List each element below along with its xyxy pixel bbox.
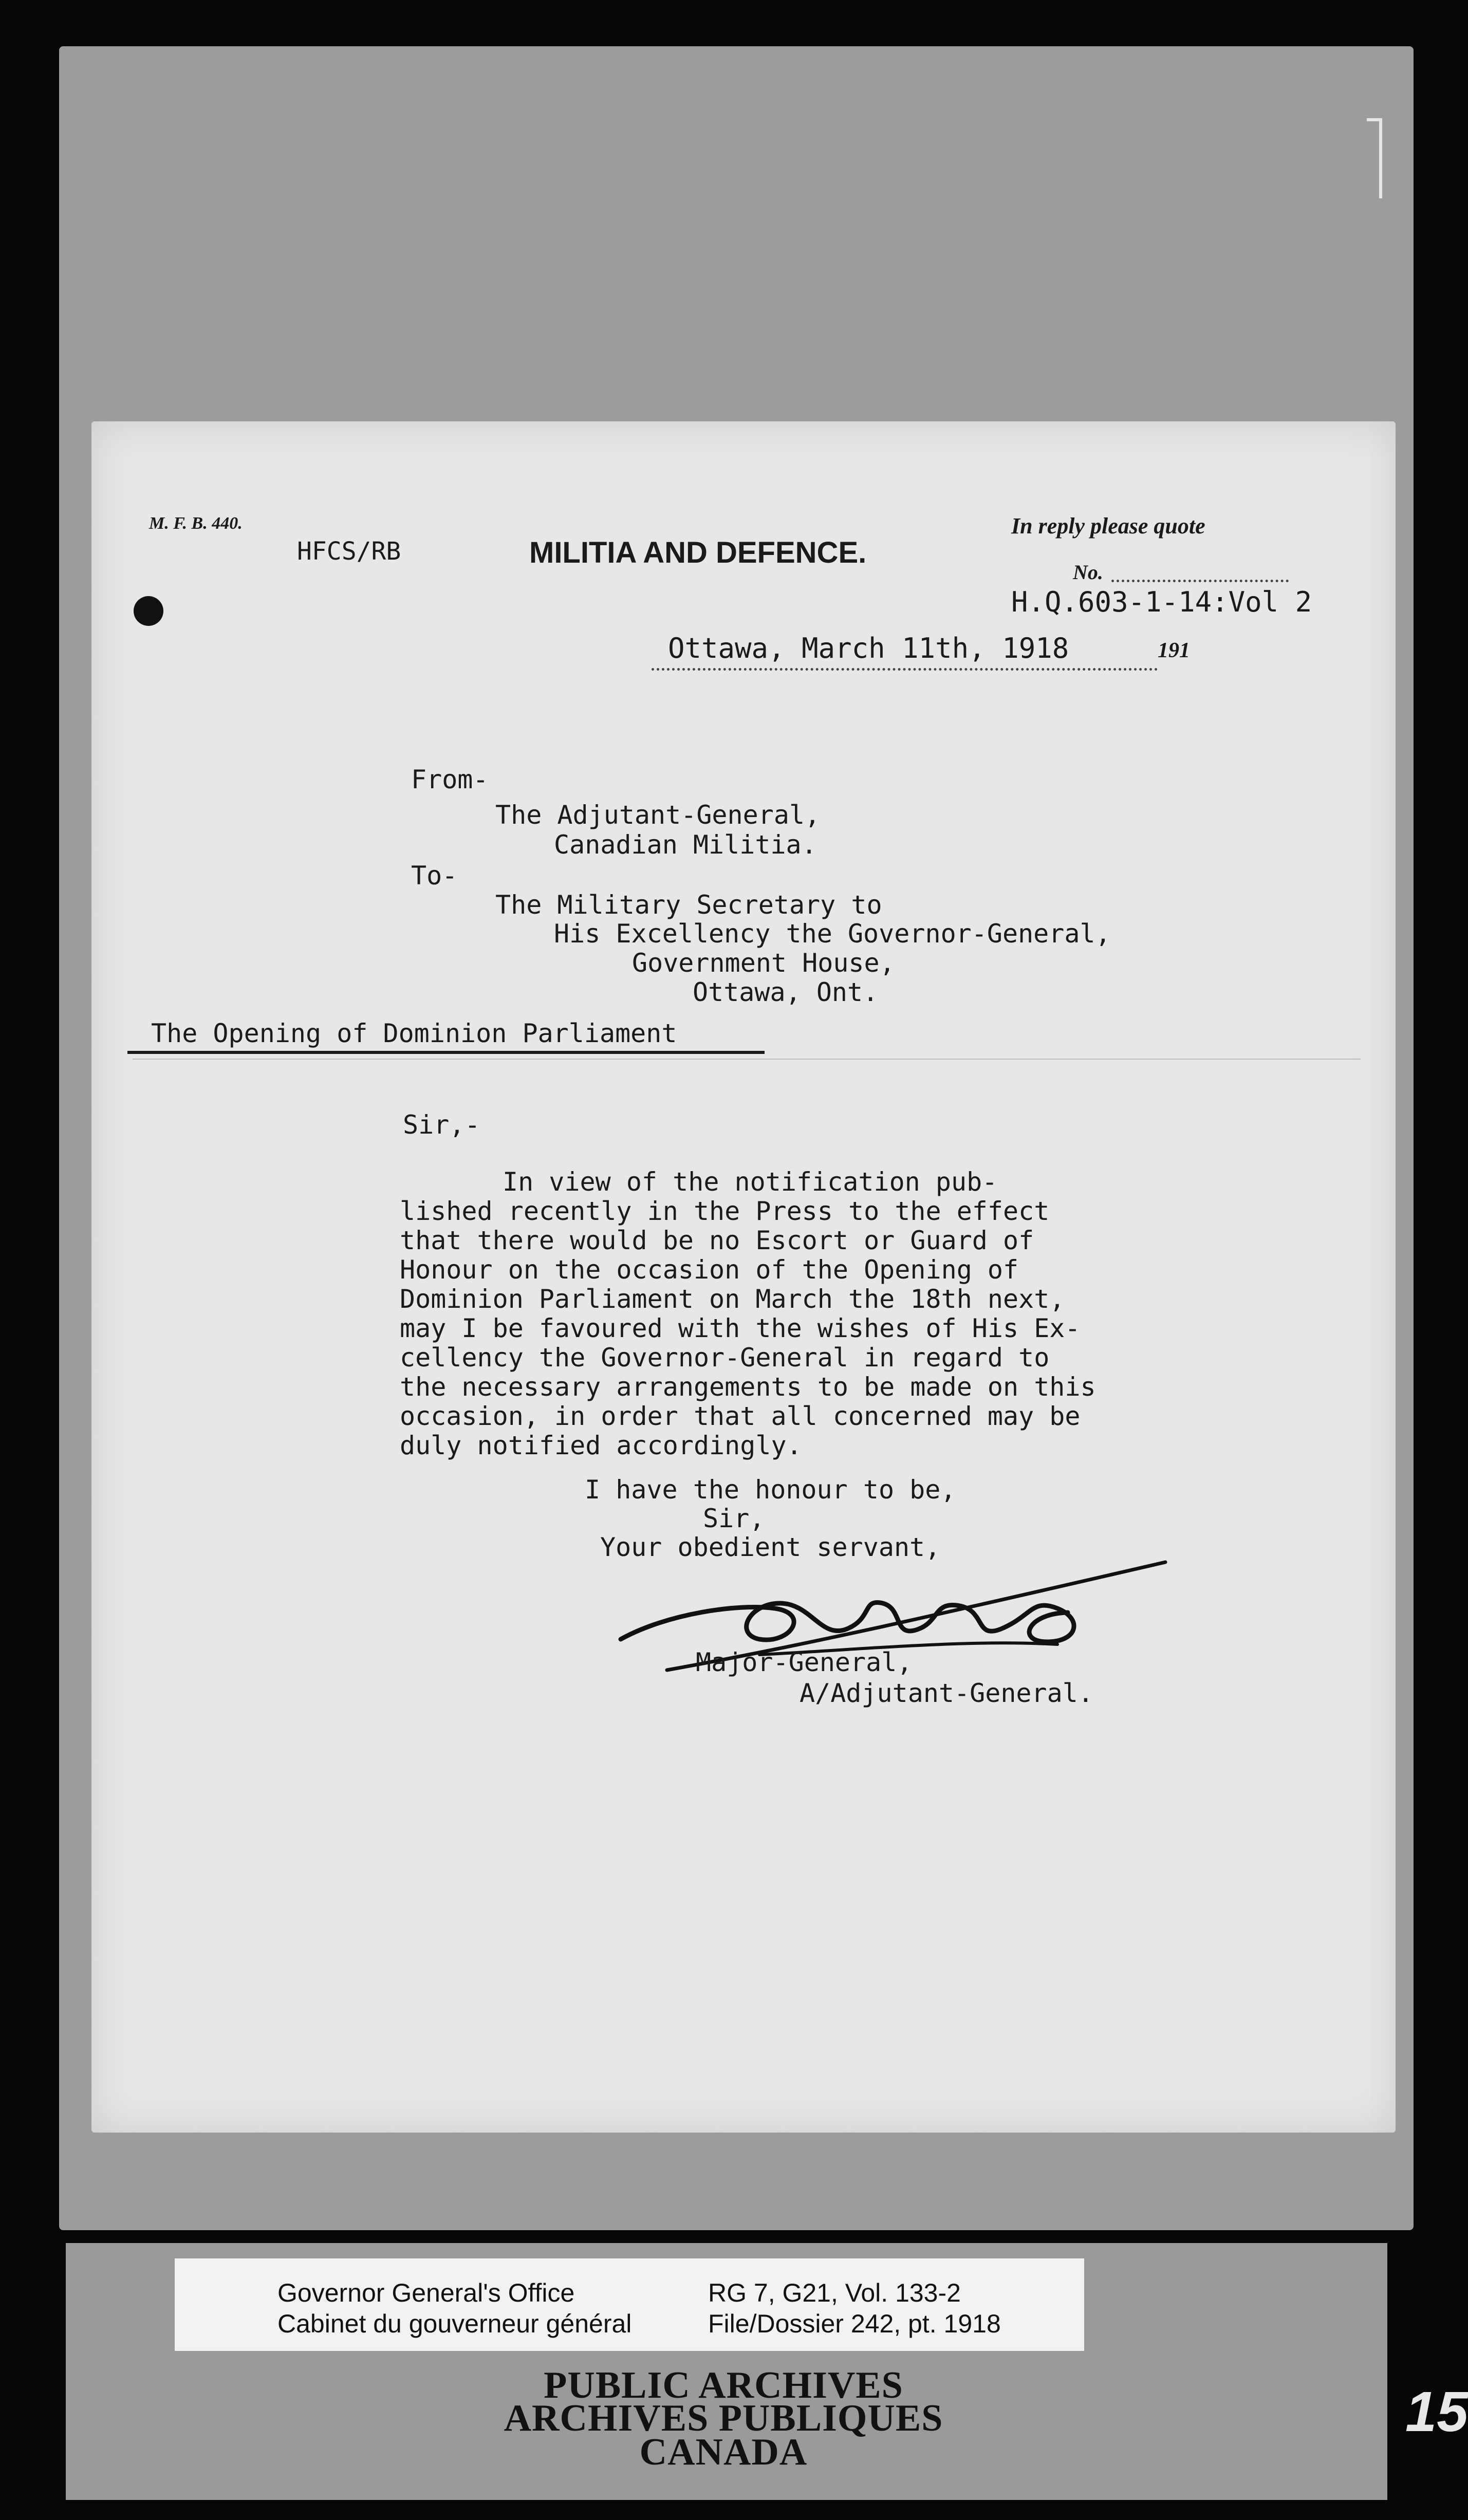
from-label: From- <box>411 765 489 794</box>
subject-underline <box>127 1051 765 1054</box>
office-english: Governor General's Office <box>277 2278 575 2307</box>
to-label: To- <box>411 861 458 891</box>
signatory-rank: Major-General, <box>696 1647 913 1677</box>
archive-stamp-line-3: CANADA <box>639 2431 808 2473</box>
to-line-1: The Military Secretary to <box>495 890 882 920</box>
department-heading: MILITIA AND DEFENCE. <box>529 536 867 569</box>
body-line: that there would be no Escort or Guard of <box>400 1226 1034 1255</box>
from-line-2: Canadian Militia. <box>554 830 817 860</box>
subject-line: The Opening of Dominion Parliament <box>151 1018 677 1048</box>
office-french: Cabinet du gouverneur général <box>277 2309 632 2338</box>
reply-prompt: In reply please quote <box>1011 513 1205 539</box>
archive-stamp-line-2: ARCHIVES PUBLIQUES <box>504 2397 943 2439</box>
date-line: Ottawa, March 11th, 1918 <box>668 632 1069 664</box>
crease-line <box>133 1059 1361 1060</box>
to-line-3: Government House, <box>632 948 895 978</box>
file-dossier: File/Dossier 242, pt. 1918 <box>708 2309 1001 2338</box>
body-line: the necessary arrangements to be made on this <box>400 1372 1096 1402</box>
body-line: occasion, in order that all concerned may be <box>400 1401 1081 1431</box>
archive-stamp-line-1: PUBLIC ARCHIVES <box>544 2364 903 2406</box>
record-group: RG 7, G21, Vol. 133-2 <box>708 2278 961 2307</box>
form-number: M. F. B. 440. <box>149 514 243 533</box>
body-line: cellency the Governor-General in regard to <box>400 1343 1050 1373</box>
to-line-4: Ottawa, Ont. <box>693 977 879 1007</box>
closing-line-1: I have the honour to be, <box>585 1475 956 1505</box>
punch-hole <box>134 596 163 626</box>
to-line-2: His Excellency the Governor-General, <box>554 919 1111 949</box>
year-prefix: 191 <box>1158 639 1190 662</box>
body-line: duly notified accordingly. <box>400 1431 802 1460</box>
closing-line-3: Your obedient servant, <box>600 1532 941 1562</box>
archive-label <box>175 2258 1084 2351</box>
body-line: may I be favoured with the wishes of His Ex- <box>400 1313 1081 1343</box>
body-line: Honour on the occasion of the Opening of <box>400 1255 1019 1285</box>
signatory-title: A/Adjutant-General. <box>800 1678 1093 1708</box>
edge-number-marks: 15 <box>1405 2380 1468 2443</box>
body-line: lished recently in the Press to the effect <box>400 1196 1050 1226</box>
folded-corner-mark <box>1367 118 1382 198</box>
body-line: In view of the notification pub- <box>503 1167 998 1197</box>
closing-line-2: Sir, <box>703 1504 765 1533</box>
from-line-1: The Adjutant-General, <box>495 800 821 830</box>
no-dotted-line <box>1111 580 1289 582</box>
no-label: No. <box>1073 561 1103 584</box>
date-dotted-line <box>652 668 1158 671</box>
body-line: Dominion Parliament on March the 18th next, <box>400 1284 1065 1314</box>
reference-initials: HFCS/RB <box>297 537 401 566</box>
letter-page <box>91 421 1396 2133</box>
body-paragraph <box>400 1168 1096 1460</box>
file-number: H.Q.603-1-14:Vol 2 <box>1011 586 1312 618</box>
salutation: Sir,- <box>403 1110 480 1140</box>
